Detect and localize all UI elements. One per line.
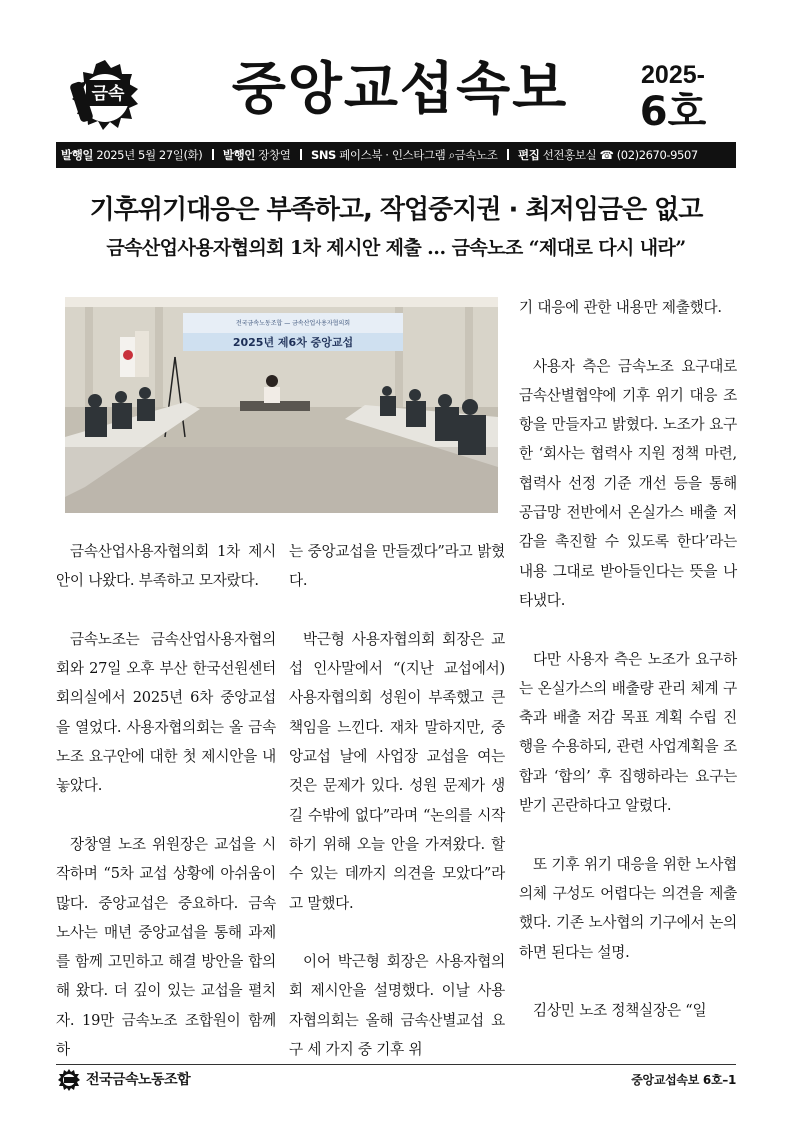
sns-accounts: 페이스북 · 인스타그램 ⌕금속노조 [339,148,498,162]
subheadline: 금속산업사용자협의회 1차 제시안 제출 … 금속노조 “제대로 다시 내라” [106,237,686,259]
paragraph: 금속산업사용자협의회 1차 제시안이 나왔다. 부족하고 모자랐다. [56,543,276,590]
sns-label: SNS [310,148,336,162]
banner-title: 2025년 제6차 중앙교섭 [232,336,354,349]
paragraph: 박근형 사용자협의회 회장은 교섭 인사말에서 “(지난 교섭에서) 사용자협의회 성원이 부족했고 큰 책임을 느낀다. 재차 말하지만, 중앙교섭 날에 사업장 교섭을 여는 것은 문제가 있다. 성원 문제가 생길 수밖에 없다”라며 “논의를 시작하기 위해 오늘 안을 가져왔다. 할 수 있는 데까지 의견을 모았다”라고 말했다. [289,630,505,912]
editor-label: 편집 [518,148,540,162]
meeting-photo [65,297,498,513]
paragraph: 는 중앙교섭을 만들겠다”라고 밝혔다. [289,543,505,590]
masthead-title: 중앙교섭속보 [231,57,569,122]
divider [507,149,509,160]
paragraph: 이어 박근형 회장은 사용자협의회 제시안을 설명했다. 이날 사용자협의회는 올해 금속산별교섭 요구 세 가지 중 기후 위 [289,953,505,1059]
paragraph: 금속노조는 금속산업사용자협의회와 27일 오후 부산 한국선원센터 회의실에서 2025년 6차 중앙교섭을 열었다. 사용자협의회는 올 금속노조 요구안에 대한 첫 제시안을 내놓았다. [56,630,276,795]
footer-page-label: 중앙교섭속보 6호–1 [631,1073,736,1087]
footer-rule [56,1064,736,1065]
divider [212,149,214,160]
issue-year: 2025- [641,61,705,89]
paragraph: 사용자 측은 금속노조 요구대로 금속산별협약에 기후 위기 대응 조항을 만들자고 밝혔다. 노조가 요구한 ‘회사는 협력사 지원 정책 마련, 협력사 선정 기준 개선 등을 통해 공급망 전반에서 온실가스 배출 저감을 촉진할 수 있도록 한다’라는 내용 그대로 받아들인다는 뜻을 나타냈다. [519,357,737,609]
paragraph: 장창열 노조 위원장은 교섭을 시작하며 “5차 교섭 상황에 아쉬움이 많다. 중앙교섭은 중요하다. 금속 노사는 매년 중앙교섭을 통해 과제를 함께 고민하고 해결 방안을 합의해 왔다. 더 깊이 있는 교섭을 펼치자. 19만 금속노조 조합원이 함께하 [56,835,276,1059]
banner-org: 전국금속노동조합 — 금속산업사용자협의회 [235,320,351,327]
article-column-1 [56,537,276,1094]
paragraph: 다만 사용자 측은 노조가 요구하는 온실가스의 배출량 관리 체계 구축과 배출 저감 목표 계획 수립 진행을 수용하되, 관련 사업계획을 조합과 ‘합의’ 후 집행하라는 요구는 받기 곤란하다고 알렸다. [519,650,737,815]
paragraph: 김상민 노조 정책실장은 “일 [533,1002,707,1020]
headline: 기후위기대응은 부족하고, 작업중지권 · 최저임금은 없고 [89,195,703,225]
editor-contact: 선전홍보실 ☎ (02)2670-9507 [542,148,698,162]
article-column-3 [519,293,737,1055]
logo-text: 금속 [91,84,125,104]
paragraph: 기 대응에 관한 내용만 제출했다. [519,299,722,316]
article-column-2 [289,537,505,1094]
union-logo-icon [66,58,144,136]
footer-org-name: 전국금속노동조합 [86,1072,191,1088]
publisher-label: 발행인 [222,148,256,162]
paragraph: 또 기후 위기 대응을 위한 노사협의체 구성도 어렵다는 의견을 제출했다. 기존 노사협의 기구에서 논의하면 된다는 설명. [519,855,737,961]
info-bar [56,142,736,168]
divider [300,149,302,160]
pub-date: 2025년 5월 27일(화) [96,148,203,162]
issue-number: 6호 [639,89,707,135]
union-logo-small-icon [58,1069,80,1091]
publisher: 장창열 [258,148,291,162]
pub-date-label: 발행일 [61,148,94,162]
